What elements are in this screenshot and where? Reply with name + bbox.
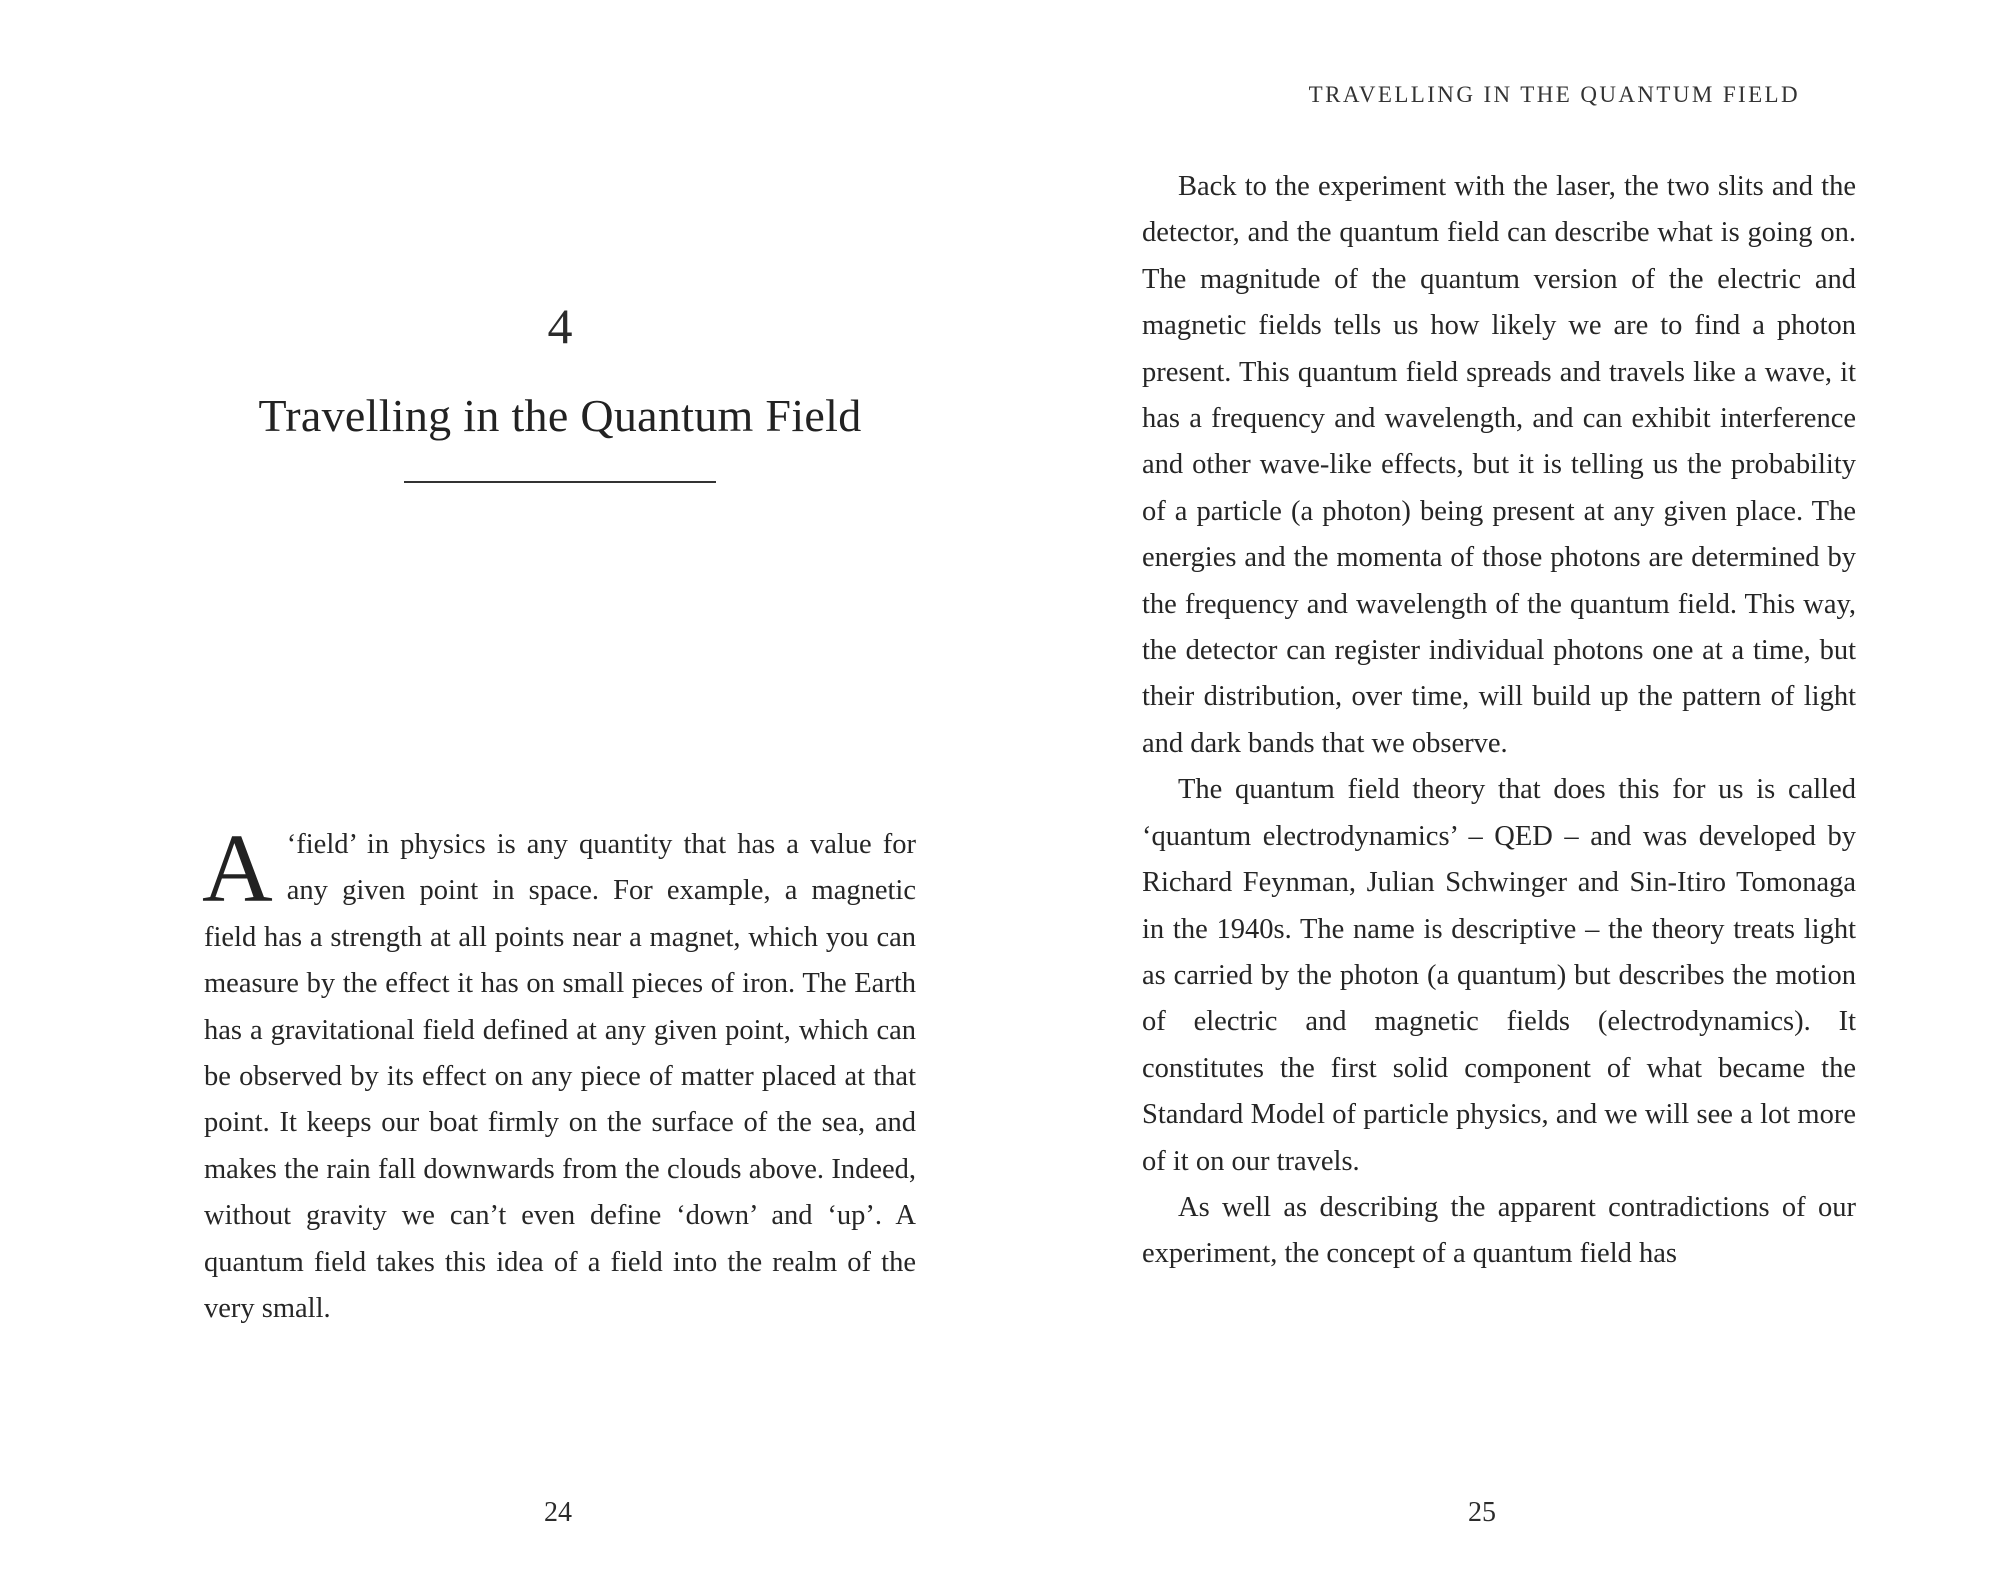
- paragraph: Back to the experiment with the laser, the two slits and the detector, and the quantum field can describe what is going on. The magnitude of the quantum version of the electric and magnetic fields tells us how likely we are to find a photon present. This quantum field spreads and travels like a wave, it has a frequency and wavelength, and can exhibit interference and other wave-like effects, but it is telling us the probability of a particle (a photon) being present at any given place. The energies and the momenta of those photons are determined by the frequency and wavelength of the quantum field. This way, the detector can register individual photons one at a time, but their distribution, over time, will build up the pattern of light and dark bands that we observe.: [1142, 171, 1856, 759]
- page-number-left: 24: [544, 1497, 572, 1528]
- right-page: [1000, 0, 2000, 1588]
- drop-cap: A: [202, 815, 273, 923]
- opening-paragraph-block: [202, 815, 916, 1332]
- chapter-title: Travelling in the Quantum Field: [258, 390, 862, 441]
- title-rule: [404, 481, 716, 483]
- chapter-number: 4: [547, 298, 573, 354]
- paragraph: As well as describing the apparent contradictions of our experiment, the concept of a quantum field has: [1142, 1191, 1856, 1270]
- opening-paragraph: ‘field’ in physics is any quantity that has a value for any given point in space. For example, a magnetic field has a strength at all points near a magnet, which you can measure by the effect it has on small pieces of iron. The Earth has a gravitational field defined at any given point, which can be observed by its effect on any piece of matter placed at that point. It keeps our boat firmly on the surface of the sea, and makes the rain fall downwards from the clouds above. Indeed, without gravity we can’t even define ‘down’ and ‘up’. A quantum field takes this idea of a field into the realm of the very small.: [204, 829, 916, 1325]
- page-number-right: 25: [1468, 1497, 1496, 1528]
- paragraph: The quantum field theory that does this for us is called ‘quantum electrodynamics’ – QED – and was developed by Richard Feynman, Julian Schwinger and Sin-Itiro Tomonaga in the 1940s. The name is descriptive – the theory treats light as carried by the photon (a quantum) but describes the motion of electric and magnetic fields (electrodynamics). It constitutes the first solid component of what became the Standard Model of particle physics, and we will see a lot more of it on our travels.: [1142, 774, 1856, 1177]
- running-head: TRAVELLING IN THE QUANTUM FIELD: [1308, 82, 1800, 107]
- right-body-text: [1142, 164, 1856, 1278]
